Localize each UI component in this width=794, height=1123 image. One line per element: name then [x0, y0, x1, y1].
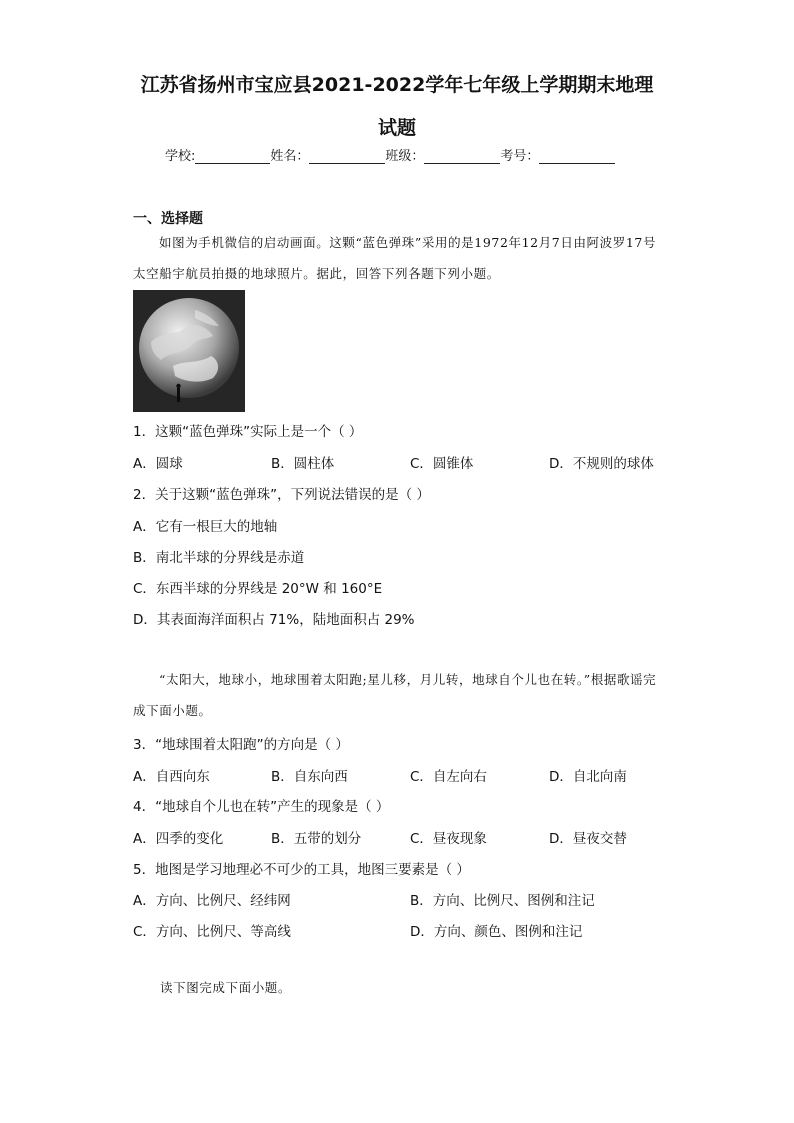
school-blank[interactable] — [195, 149, 270, 164]
option[interactable]: C．方向、比例尺、等高线 — [133, 924, 291, 940]
page-title-continued: 试题 — [377, 117, 416, 139]
option[interactable]: B．圆柱体 — [271, 456, 335, 472]
school-label: 学校: — [165, 149, 196, 164]
section-heading: 一、选择题 — [133, 211, 203, 227]
option[interactable]: A．四季的变化 — [133, 831, 224, 847]
option[interactable]: B．自东向西 — [271, 769, 348, 785]
question-stem: 2．关于这颗“蓝色弹珠”，下列说法错误的是（ ） — [133, 487, 430, 503]
option[interactable]: A．自西向东 — [133, 769, 210, 785]
student-info-line — [165, 145, 615, 164]
read-figure-note: 读下图完成下面小题。 — [160, 980, 292, 995]
intro-paragraph-2: “太阳大，地球小，地球围着太阳跑;星儿移，月儿转，地球自个儿也在转。”根据歌谣完成下面小题。 — [133, 672, 657, 718]
question-stem: 4．“地球自个儿也在转”产生的现象是（ ） — [133, 799, 390, 815]
class-label: 班级： — [385, 149, 425, 164]
option[interactable]: A．方向、比例尺、经纬网 — [133, 893, 291, 909]
option[interactable]: C．自左向右 — [410, 769, 487, 785]
name-label: 姓名： — [270, 149, 310, 164]
question-stem: 3．“地球围着太阳跑”的方向是（ ） — [133, 737, 349, 753]
option[interactable]: B．五带的划分 — [271, 831, 362, 847]
exam-no-label: 考号： — [500, 149, 540, 164]
name-blank[interactable] — [309, 149, 385, 164]
question-stem: 1．这颗“蓝色弹珠”实际上是一个（ ） — [133, 424, 363, 440]
option[interactable]: C．东西半球的分界线是 20°W 和 160°E — [133, 581, 383, 597]
page-title: 江苏省扬州市宝应县2021-2022学年七年级上学期期末地理 — [140, 74, 654, 96]
earth-globe-icon — [133, 290, 245, 412]
option[interactable]: D．昼夜交替 — [549, 831, 627, 847]
option[interactable]: D．自北向南 — [549, 769, 627, 785]
option[interactable]: A．圆球 — [133, 456, 183, 472]
option[interactable]: B．方向、比例尺、图例和注记 — [410, 893, 595, 909]
option[interactable]: C．昼夜现象 — [410, 831, 487, 847]
exam-no-blank[interactable] — [539, 149, 615, 164]
option[interactable]: A．它有一根巨大的地轴 — [133, 519, 278, 535]
option[interactable]: C．圆锥体 — [410, 456, 474, 472]
option[interactable]: D．不规则的球体 — [549, 456, 654, 472]
question-stem: 5．地图是学习地理必不可少的工具，地图三要素是（ ） — [133, 862, 470, 878]
option[interactable]: D．方向、颜色、图例和注记 — [410, 924, 583, 940]
intro-paragraph: 如图为手机微信的启动画面。这颗“蓝色弹珠”采用的是1972年12月7日由阿波罗17号太空船宇航员拍摄的地球照片。据此，回答下列各题下列小题。 — [133, 235, 657, 281]
option[interactable]: B．南北半球的分界线是赤道 — [133, 550, 305, 566]
earth-photo — [133, 290, 245, 412]
option[interactable]: D．其表面海洋面积占 71%，陆地面积占 29% — [133, 612, 415, 628]
class-blank[interactable] — [424, 149, 500, 164]
